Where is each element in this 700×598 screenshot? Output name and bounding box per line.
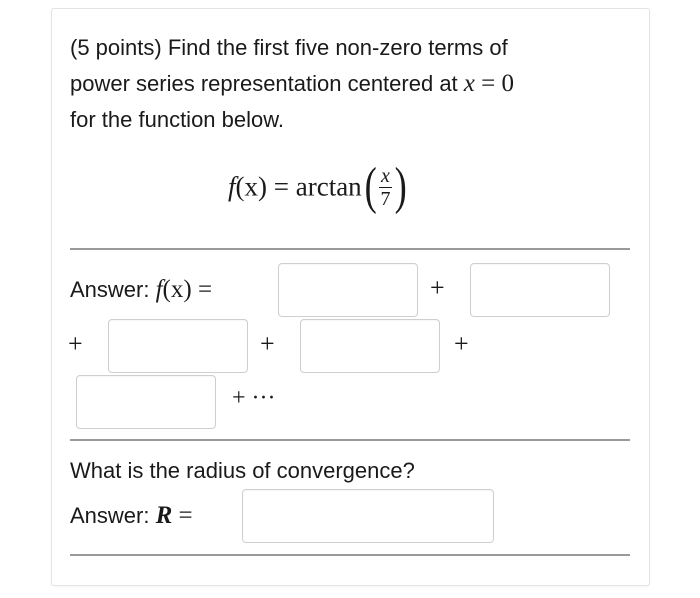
fraction-denominator: 7	[380, 187, 391, 210]
radius-answer-label	[70, 503, 193, 529]
formula-f: f	[228, 171, 236, 202]
formula-arctan: arctan	[295, 171, 362, 202]
answer-f-arg: (x)	[162, 276, 192, 303]
formula-equals: =	[267, 171, 296, 202]
answer-equals: =	[191, 276, 213, 303]
fraction-numerator: x	[381, 164, 390, 187]
question-card	[51, 8, 650, 586]
term-1-input[interactable]	[278, 263, 418, 317]
radius-input[interactable]	[242, 489, 494, 543]
term-5-input[interactable]	[76, 375, 216, 429]
radius-equals: =	[172, 502, 193, 529]
fraction	[379, 165, 392, 210]
formula-arg: (x)	[235, 171, 267, 202]
center-variable: x	[463, 70, 475, 97]
left-paren: (	[364, 158, 377, 215]
right-paren: )	[394, 158, 407, 215]
divider-1	[70, 248, 630, 250]
term-3-input[interactable]	[108, 319, 248, 373]
function-formula	[228, 158, 409, 215]
divider-3	[70, 554, 630, 556]
series-answer-label	[70, 277, 212, 303]
answer-label-text: Answer:	[70, 277, 156, 302]
radius-question	[70, 458, 415, 484]
problem-text-2: power series representation centered at	[70, 71, 464, 96]
center-value: 0	[501, 70, 514, 97]
plus-sign-1: +	[430, 273, 445, 302]
problem-line-3	[70, 107, 284, 133]
problem-text-3: for the function below.	[70, 107, 285, 132]
divider-2	[70, 439, 630, 441]
problem-line-2	[70, 71, 514, 97]
problem-text-1: (5 points) Find the first five non-zero terms of	[70, 35, 508, 60]
series-ellipsis: + ···	[232, 385, 276, 411]
plus-sign-3: +	[260, 329, 275, 358]
answer-f-symbol: f	[155, 276, 163, 303]
radius-symbol: R	[155, 502, 173, 529]
center-equals: =	[474, 70, 502, 97]
plus-sign-4: +	[454, 329, 469, 358]
term-2-input[interactable]	[470, 263, 610, 317]
problem-line-1	[70, 35, 508, 61]
radius-question-text: What is the radius of convergence?	[70, 458, 415, 483]
term-4-input[interactable]	[300, 319, 440, 373]
radius-label-text: Answer:	[70, 503, 156, 528]
plus-sign-2: +	[68, 329, 83, 358]
